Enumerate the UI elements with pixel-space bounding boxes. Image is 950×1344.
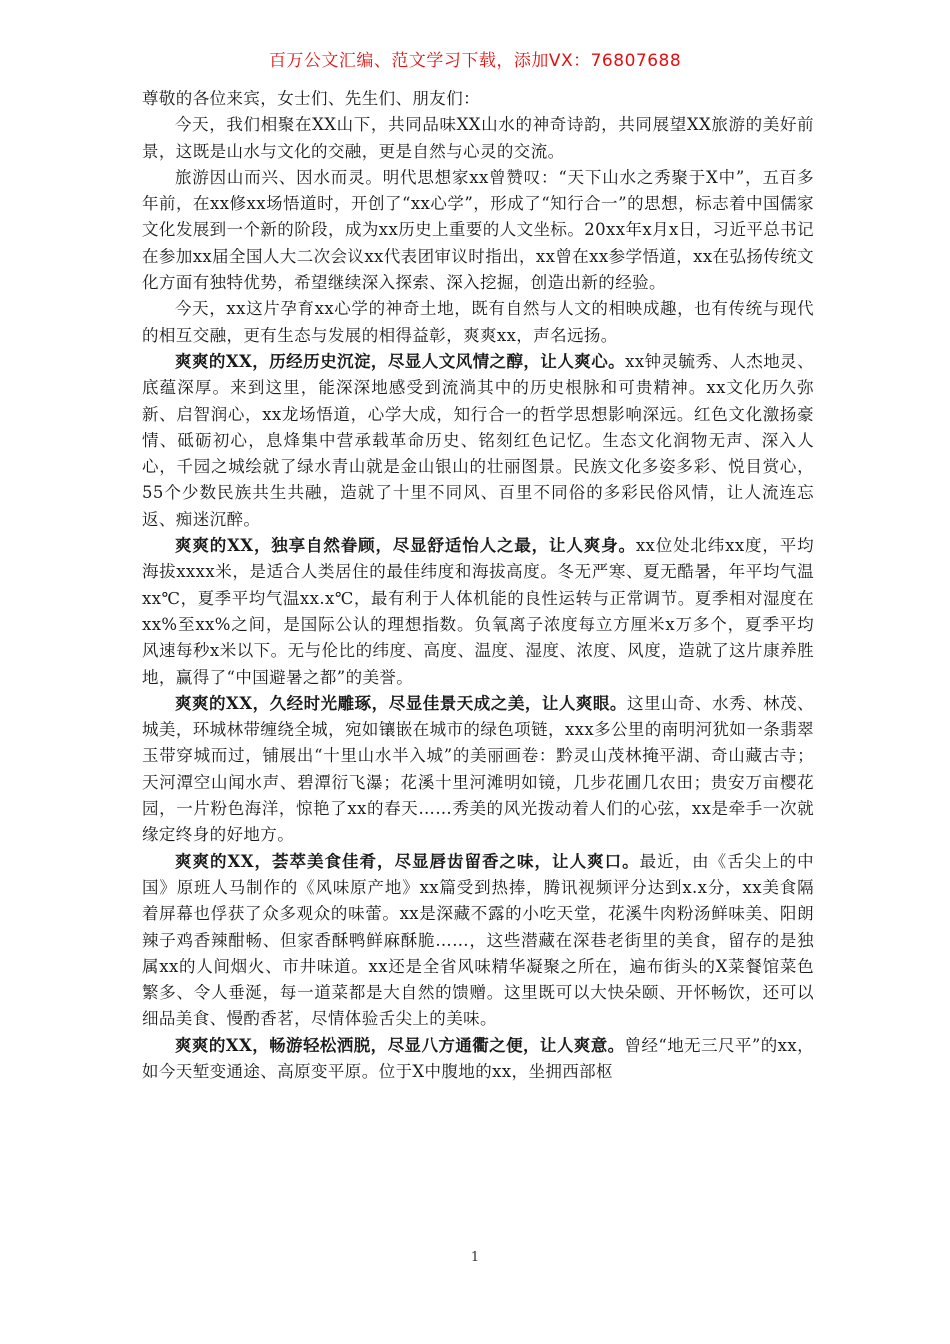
paragraph-text: 曾经“地无三尺平”的xx，如今天堑变通途、高原变平原。位于X中腹地的xx，坐拥西部枢: [142, 1035, 814, 1081]
paragraph-text: 最近，由《舌尖上的中国》原班人马制作的《风味原产地》xx篇受到热捧，腾讯视频评分达到x.x分，xx美食隔着屏幕也俘获了众多观众的味蕾。xx是深藏不露的小吃天堂，花溪牛肉粉汤鲜味美、阳朗辣子鸡香辣酣畅、但家香酥鸭鲜麻酥脆……，这些潜藏在深巷老街里的美食，留存的是独属xx的人间烟火、市井味道。xx还是全省风味精华凝聚之所在，遍布街头的X菜餐馆菜色繁多、令人垂涎，每一道菜都是大自然的馈赠。这里既可以大快朵颐、开怀畅饮，还可以细品美食、慢酌香茗，尽情体验舌尖上的美味。: [142, 851, 815, 1029]
paragraph-text: 旅游因山而兴、因水而灵。明代思想家xx曾赞叹：“天下山水之秀聚于X中”，五百多年前，在xx修xx场悟道时，开创了“xx心学”，形成了“知行合一”的思想，标志着中国儒家文化发展到一个新的阶段，成为xx历史上重要的人文坐标。20xx年x月x日，习近平总书记在参加xx届全国人大二次会议xx代表团审议时指出，xx曾在xx参学悟道，xx在弘扬传统文化方面有独特优势，希望继续深入探索、深入挖掘，创造出新的经验。: [142, 167, 814, 293]
document-body: [142, 86, 814, 1085]
paragraph-lead: 爽爽的XX，畅游轻松洒脱，尽显八方通衢之便，让人爽意。: [175, 1035, 625, 1055]
paragraph-lead: 爽爽的XX，荟萃美食佳肴，尽显唇齿留香之味，让人爽口。: [175, 851, 640, 871]
section-paragraph: [142, 849, 814, 1033]
paragraph-lead: 爽爽的XX，独享自然眷顾，尽显舒适怡人之最，让人爽身。: [175, 536, 636, 556]
body-paragraph: [142, 296, 814, 349]
section-paragraph: [142, 1033, 814, 1086]
salutation-paragraph: [142, 86, 814, 112]
body-paragraph: [142, 165, 814, 296]
paragraph-text: 今天，xx这片孕育xx心学的神奇土地，既有自然与人文的相映成趣，也有传统与现代的相互交融，更有生态与发展的相得益彰，爽爽xx，声名远扬。: [142, 299, 814, 345]
section-paragraph: [142, 691, 814, 849]
section-paragraph: [142, 533, 814, 691]
body-paragraph: [142, 112, 814, 165]
paragraph-lead: 爽爽的XX，历经历史沉淀，尽显人文风情之醇，让人爽心。: [175, 351, 626, 371]
page-header-watermark: 百万公文汇编、范文学习下载，添加VX：76807688: [268, 51, 682, 71]
page-number: 1: [470, 1250, 480, 1265]
section-paragraph: [142, 349, 814, 533]
paragraph-text: 尊敬的各位来宾，女士们、先生们、朋友们：: [142, 89, 480, 108]
paragraph-text: 今天，我们相聚在XX山下，共同品味XX山水的神奇诗韵，共同展望XX旅游的美好前景，这既是山水与文化的交融，更是自然与心灵的交流。: [142, 115, 814, 161]
paragraph-text: 这里山奇、水秀、林茂、城美，环城林带缠绕全城，宛如镶嵌在城市的绿色项链，xxx多公里的南明河犹如一条翡翠玉带穿城而过，铺展出“十里山水半入城”的美丽画卷：黔灵山茂林掩平湖、奇山藏古寺；天河潭空山闻水声、碧潭衍飞瀑；花溪十里河滩明如镜，几步花圃几农田；贵安万亩樱花园，一片粉色海洋，惊艳了xx的春天……秀美的风光拨动着人们的心弦，xx是牵手一次就缘定终身的好地方。: [142, 693, 815, 845]
paragraph-text: xx位处北纬xx度，平均海拔xxxx米，是适合人类居住的最佳纬度和海拔高度。冬无严寒、夏无酷暑，年平均气温xx℃，夏季平均气温xx.x℃，最有利于人体机能的良性运转与正常调节。夏季相对湿度在xx%至xx%之间，是国际公认的理想指数。负氧离子浓度每立方厘米x万多个，夏季平均风速每秒x米以下。无与伦比的纬度、高度、温度、湿度、浓度、风度，造就了这片康养胜地，赢得了“中国避暑之都”的美誉。: [142, 536, 814, 687]
paragraph-lead: 爽爽的XX，久经时光雕琢，尽显佳景天成之美，让人爽眼。: [175, 693, 627, 713]
paragraph-text: xx钟灵毓秀、人杰地灵、底蕴深厚。来到这里，能深深地感受到流淌其中的历史根脉和可贵精神。xx文化历久弥新、启智润心，xx龙场悟道，心学大成，知行合一的哲学思想影响深远。红色文化激扬豪情、砥砺初心，息烽集中营承载革命历史、铭刻红色记忆。生态文化润物无声、深入人心，千园之城绘就了绿水青山就是金山银山的壮丽图景。民族文化多姿多彩、悦目赏心，55个少数民族共生共融，造就了十里不同风、百里不同俗的多彩民俗风情，让人流连忘返、痴迷沉醉。: [142, 351, 815, 529]
